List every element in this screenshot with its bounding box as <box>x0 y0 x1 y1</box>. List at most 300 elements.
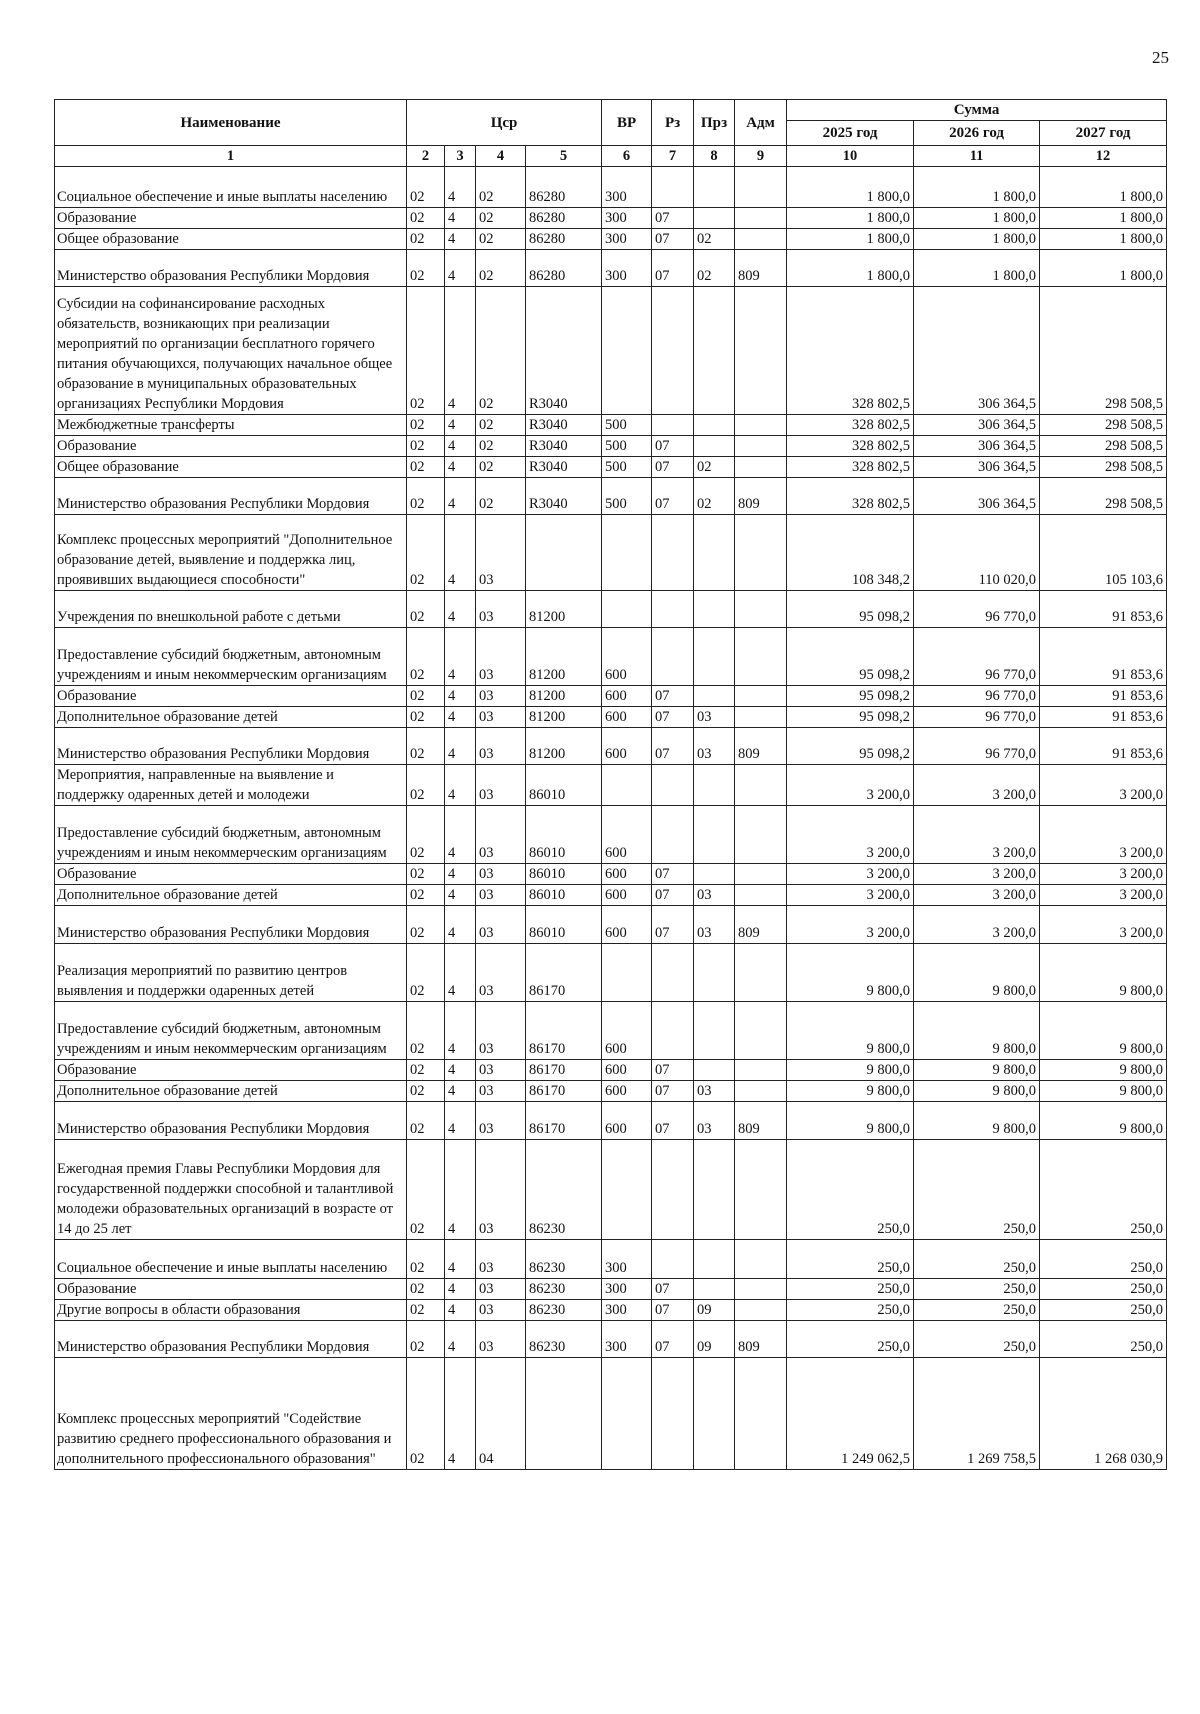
code-om: 02 <box>476 436 526 457</box>
code-om: 03 <box>476 765 526 806</box>
code-dir: 86170 <box>526 944 602 1002</box>
sum-2025: 95 098,2 <box>787 686 914 707</box>
prz-code <box>694 1140 735 1240</box>
prz-code: 03 <box>694 885 735 906</box>
row-name: Реализация мероприятий по развитию центров выявления и поддержки одаренных детей <box>55 944 407 1002</box>
rz-code: 07 <box>652 1321 694 1358</box>
vr-code <box>602 765 652 806</box>
code-pp: 4 <box>445 1002 476 1060</box>
vr-code: 300 <box>602 250 652 287</box>
sum-2027: 298 508,5 <box>1040 415 1167 436</box>
rz-code <box>652 628 694 686</box>
prz-code <box>694 864 735 885</box>
column-index-cell: 3 <box>445 146 476 167</box>
row-name: Дополнительное образование детей <box>55 885 407 906</box>
code-gp: 02 <box>407 436 445 457</box>
adm-code <box>735 229 787 250</box>
code-pp: 4 <box>445 1140 476 1240</box>
sum-2027: 1 800,0 <box>1040 229 1167 250</box>
vr-code: 600 <box>602 628 652 686</box>
column-index-cell: 2 <box>407 146 445 167</box>
vr-code: 600 <box>602 885 652 906</box>
code-dir: 86010 <box>526 864 602 885</box>
code-pp: 4 <box>445 1060 476 1081</box>
code-gp: 02 <box>407 250 445 287</box>
prz-code <box>694 167 735 208</box>
vr-code: 600 <box>602 864 652 885</box>
row-name: Образование <box>55 208 407 229</box>
row-name: Министерство образования Республики Мордовия <box>55 1102 407 1140</box>
code-dir: 86230 <box>526 1300 602 1321</box>
table-row <box>55 628 1167 686</box>
row-name: Образование <box>55 436 407 457</box>
prz-code: 02 <box>694 478 735 515</box>
rz-code <box>652 1358 694 1470</box>
column-index-cell: 7 <box>652 146 694 167</box>
code-om: 03 <box>476 1321 526 1358</box>
adm-code: 809 <box>735 1102 787 1140</box>
row-name: Социальное обеспечение и иные выплаты населению <box>55 1240 407 1279</box>
code-dir <box>526 1358 602 1470</box>
code-om: 03 <box>476 1240 526 1279</box>
code-dir: R3040 <box>526 415 602 436</box>
row-name: Образование <box>55 1060 407 1081</box>
adm-code: 809 <box>735 906 787 944</box>
sum-2026: 1 269 758,5 <box>914 1358 1040 1470</box>
sum-2025: 328 802,5 <box>787 478 914 515</box>
code-pp: 4 <box>445 765 476 806</box>
code-pp: 4 <box>445 229 476 250</box>
table-row <box>55 1358 1167 1470</box>
code-dir: 86230 <box>526 1321 602 1358</box>
table-row <box>55 436 1167 457</box>
code-om: 04 <box>476 1358 526 1470</box>
code-om: 03 <box>476 686 526 707</box>
prz-code <box>694 436 735 457</box>
table-row <box>55 478 1167 515</box>
code-pp: 4 <box>445 436 476 457</box>
code-om: 03 <box>476 944 526 1002</box>
prz-code: 02 <box>694 229 735 250</box>
code-om: 03 <box>476 591 526 628</box>
row-name: Общее образование <box>55 457 407 478</box>
sum-2026: 9 800,0 <box>914 944 1040 1002</box>
sum-2026: 306 364,5 <box>914 478 1040 515</box>
code-gp: 02 <box>407 1002 445 1060</box>
header-adm: Адм <box>735 100 787 146</box>
prz-code <box>694 515 735 591</box>
adm-code <box>735 436 787 457</box>
code-dir: 86010 <box>526 906 602 944</box>
code-gp: 02 <box>407 457 445 478</box>
code-pp: 4 <box>445 686 476 707</box>
sum-2026: 96 770,0 <box>914 628 1040 686</box>
table-row <box>55 250 1167 287</box>
code-dir: R3040 <box>526 436 602 457</box>
code-dir: 86010 <box>526 885 602 906</box>
sum-2027: 250,0 <box>1040 1300 1167 1321</box>
rz-code: 07 <box>652 728 694 765</box>
rz-code: 07 <box>652 864 694 885</box>
sum-2025: 250,0 <box>787 1321 914 1358</box>
table-row <box>55 944 1167 1002</box>
sum-2025: 1 800,0 <box>787 250 914 287</box>
adm-code <box>735 1140 787 1240</box>
prz-code: 09 <box>694 1321 735 1358</box>
code-om: 02 <box>476 415 526 436</box>
header-row-1 <box>55 100 1167 121</box>
code-dir: 86010 <box>526 765 602 806</box>
row-name: Образование <box>55 686 407 707</box>
vr-code: 300 <box>602 167 652 208</box>
sum-2025: 9 800,0 <box>787 1002 914 1060</box>
sum-2027: 250,0 <box>1040 1321 1167 1358</box>
sum-2026: 306 364,5 <box>914 287 1040 415</box>
table-row <box>55 806 1167 864</box>
sum-2026: 306 364,5 <box>914 436 1040 457</box>
prz-code: 03 <box>694 1081 735 1102</box>
code-pp: 4 <box>445 944 476 1002</box>
code-om: 03 <box>476 1300 526 1321</box>
vr-code: 300 <box>602 1321 652 1358</box>
code-gp: 02 <box>407 478 445 515</box>
code-pp: 4 <box>445 1300 476 1321</box>
vr-code: 500 <box>602 436 652 457</box>
sum-2026: 9 800,0 <box>914 1081 1040 1102</box>
row-name: Субсидии на софинансирование расходных обязательств, возникающих при реализации мероприятий по организации бесплатного горячего питания обучающихся, получающих начальное общее образование в муниципальных образовательных организациях Республики Мордовия <box>55 287 407 415</box>
sum-2027: 9 800,0 <box>1040 1081 1167 1102</box>
row-name: Социальное обеспечение и иные выплаты населению <box>55 167 407 208</box>
column-index-cell: 9 <box>735 146 787 167</box>
column-index-cell: 12 <box>1040 146 1167 167</box>
adm-code <box>735 1060 787 1081</box>
code-om: 02 <box>476 250 526 287</box>
sum-2027: 298 508,5 <box>1040 287 1167 415</box>
code-om: 03 <box>476 515 526 591</box>
adm-code <box>735 1358 787 1470</box>
code-pp: 4 <box>445 1279 476 1300</box>
sum-2025: 9 800,0 <box>787 1102 914 1140</box>
prz-code <box>694 1002 735 1060</box>
code-pp: 4 <box>445 287 476 415</box>
code-om: 03 <box>476 1279 526 1300</box>
code-gp: 02 <box>407 765 445 806</box>
sum-2025: 9 800,0 <box>787 1081 914 1102</box>
sum-2027: 3 200,0 <box>1040 864 1167 885</box>
code-om: 03 <box>476 1002 526 1060</box>
code-gp: 02 <box>407 1060 445 1081</box>
prz-code <box>694 1240 735 1279</box>
code-dir: 86010 <box>526 806 602 864</box>
vr-code: 300 <box>602 1240 652 1279</box>
code-gp: 02 <box>407 591 445 628</box>
prz-code: 09 <box>694 1300 735 1321</box>
sum-2026: 1 800,0 <box>914 229 1040 250</box>
row-name: Министерство образования Республики Мордовия <box>55 478 407 515</box>
code-gp: 02 <box>407 806 445 864</box>
table-row <box>55 515 1167 591</box>
adm-code <box>735 208 787 229</box>
code-pp: 4 <box>445 250 476 287</box>
vr-code: 600 <box>602 1002 652 1060</box>
prz-code <box>694 628 735 686</box>
rz-code: 07 <box>652 457 694 478</box>
rz-code <box>652 1002 694 1060</box>
code-gp: 02 <box>407 864 445 885</box>
adm-code <box>735 415 787 436</box>
sum-2026: 1 800,0 <box>914 208 1040 229</box>
column-index-cell: 11 <box>914 146 1040 167</box>
code-gp: 02 <box>407 287 445 415</box>
code-dir: R3040 <box>526 457 602 478</box>
code-om: 03 <box>476 906 526 944</box>
code-om: 03 <box>476 806 526 864</box>
row-name: Министерство образования Республики Мордовия <box>55 906 407 944</box>
vr-code: 300 <box>602 1279 652 1300</box>
code-pp: 4 <box>445 167 476 208</box>
rz-code: 07 <box>652 250 694 287</box>
rz-code <box>652 591 694 628</box>
code-om: 03 <box>476 628 526 686</box>
adm-code <box>735 944 787 1002</box>
table-row <box>55 1081 1167 1102</box>
code-om: 03 <box>476 885 526 906</box>
prz-code <box>694 1279 735 1300</box>
code-dir: 81200 <box>526 686 602 707</box>
code-om: 02 <box>476 287 526 415</box>
adm-code <box>735 287 787 415</box>
sum-2027: 105 103,6 <box>1040 515 1167 591</box>
adm-code: 809 <box>735 1321 787 1358</box>
sum-2027: 1 800,0 <box>1040 250 1167 287</box>
code-dir: 86280 <box>526 250 602 287</box>
code-pp: 4 <box>445 728 476 765</box>
column-index-cell: 1 <box>55 146 407 167</box>
vr-code <box>602 515 652 591</box>
sum-2025: 95 098,2 <box>787 591 914 628</box>
vr-code: 600 <box>602 806 652 864</box>
prz-code: 03 <box>694 1102 735 1140</box>
rz-code <box>652 287 694 415</box>
sum-2026: 250,0 <box>914 1279 1040 1300</box>
vr-code <box>602 287 652 415</box>
prz-code <box>694 1060 735 1081</box>
code-dir: 86170 <box>526 1081 602 1102</box>
rz-code: 07 <box>652 906 694 944</box>
code-om: 02 <box>476 478 526 515</box>
code-dir: 81200 <box>526 628 602 686</box>
sum-2025: 1 800,0 <box>787 167 914 208</box>
header-tsr: Цср <box>407 100 602 146</box>
rz-code: 07 <box>652 885 694 906</box>
adm-code <box>735 765 787 806</box>
sum-2025: 9 800,0 <box>787 1060 914 1081</box>
vr-code <box>602 591 652 628</box>
code-gp: 02 <box>407 208 445 229</box>
rz-code: 07 <box>652 436 694 457</box>
row-name: Комплекс процессных мероприятий "Содействие развитию среднего профессионального образования и дополнительного профессионального образования" <box>55 1358 407 1470</box>
prz-code <box>694 591 735 628</box>
column-index-cell: 6 <box>602 146 652 167</box>
row-name: Предоставление субсидий бюджетным, автономным учреждениям и иным некоммерческим организациям <box>55 1002 407 1060</box>
code-dir: R3040 <box>526 478 602 515</box>
sum-2027: 9 800,0 <box>1040 1002 1167 1060</box>
sum-2027: 1 268 030,9 <box>1040 1358 1167 1470</box>
code-pp: 4 <box>445 885 476 906</box>
sum-2026: 96 770,0 <box>914 707 1040 728</box>
row-name: Общее образование <box>55 229 407 250</box>
code-pp: 4 <box>445 457 476 478</box>
sum-2027: 3 200,0 <box>1040 765 1167 806</box>
prz-code <box>694 806 735 864</box>
code-dir: 81200 <box>526 707 602 728</box>
row-name: Предоставление субсидий бюджетным, автономным учреждениям и иным некоммерческим организациям <box>55 628 407 686</box>
code-gp: 02 <box>407 515 445 591</box>
code-om: 03 <box>476 1060 526 1081</box>
sum-2025: 1 249 062,5 <box>787 1358 914 1470</box>
row-name: Министерство образования Республики Мордовия <box>55 728 407 765</box>
page-number: 25 <box>1152 48 1169 67</box>
adm-code <box>735 167 787 208</box>
sum-2026: 250,0 <box>914 1140 1040 1240</box>
vr-code: 600 <box>602 728 652 765</box>
code-pp: 4 <box>445 906 476 944</box>
code-pp: 4 <box>445 1240 476 1279</box>
row-name: Образование <box>55 864 407 885</box>
sum-2026: 96 770,0 <box>914 728 1040 765</box>
row-name: Учреждения по внешкольной работе с детьми <box>55 591 407 628</box>
sum-2027: 91 853,6 <box>1040 686 1167 707</box>
sum-2027: 91 853,6 <box>1040 707 1167 728</box>
code-gp: 02 <box>407 1321 445 1358</box>
vr-code: 600 <box>602 1102 652 1140</box>
table-row <box>55 1279 1167 1300</box>
rz-code: 07 <box>652 1081 694 1102</box>
code-gp: 02 <box>407 686 445 707</box>
sum-2026: 1 800,0 <box>914 250 1040 287</box>
sum-2025: 328 802,5 <box>787 457 914 478</box>
code-om: 02 <box>476 457 526 478</box>
sum-2025: 1 800,0 <box>787 229 914 250</box>
table-row <box>55 1321 1167 1358</box>
header-year-2025: 2025 год <box>787 121 914 146</box>
code-gp: 02 <box>407 1279 445 1300</box>
adm-code <box>735 515 787 591</box>
code-gp: 02 <box>407 628 445 686</box>
sum-2026: 3 200,0 <box>914 864 1040 885</box>
rz-code: 07 <box>652 1102 694 1140</box>
vr-code: 600 <box>602 1060 652 1081</box>
vr-code: 600 <box>602 707 652 728</box>
rz-code <box>652 515 694 591</box>
sum-2026: 3 200,0 <box>914 885 1040 906</box>
prz-code <box>694 415 735 436</box>
prz-code <box>694 944 735 1002</box>
adm-code <box>735 1279 787 1300</box>
code-dir: 86280 <box>526 167 602 208</box>
code-gp: 02 <box>407 1300 445 1321</box>
adm-code <box>735 686 787 707</box>
rz-code <box>652 1240 694 1279</box>
rz-code: 07 <box>652 1279 694 1300</box>
adm-code <box>735 806 787 864</box>
code-om: 02 <box>476 167 526 208</box>
sum-2027: 298 508,5 <box>1040 436 1167 457</box>
table-row <box>55 686 1167 707</box>
row-name: Образование <box>55 1279 407 1300</box>
adm-code <box>735 707 787 728</box>
adm-code <box>735 1081 787 1102</box>
vr-code: 500 <box>602 415 652 436</box>
sum-2026: 250,0 <box>914 1321 1040 1358</box>
adm-code: 809 <box>735 728 787 765</box>
prz-code: 03 <box>694 906 735 944</box>
header-rz: Рз <box>652 100 694 146</box>
code-gp: 02 <box>407 1358 445 1470</box>
code-om: 03 <box>476 1081 526 1102</box>
code-pp: 4 <box>445 864 476 885</box>
budget-table <box>54 99 1167 1470</box>
sum-2027: 9 800,0 <box>1040 1060 1167 1081</box>
vr-code: 600 <box>602 1081 652 1102</box>
adm-code <box>735 864 787 885</box>
sum-2027: 250,0 <box>1040 1240 1167 1279</box>
sum-2025: 3 200,0 <box>787 864 914 885</box>
table-row <box>55 287 1167 415</box>
sum-2025: 9 800,0 <box>787 944 914 1002</box>
rz-code <box>652 415 694 436</box>
prz-code <box>694 1358 735 1470</box>
sum-2027: 3 200,0 <box>1040 806 1167 864</box>
sum-2027: 91 853,6 <box>1040 728 1167 765</box>
row-name: Ежегодная премия Главы Республики Мордовия для государственной поддержки способной и талантливой молодежи образовательных организаций в возрасте от 14 до 25 лет <box>55 1140 407 1240</box>
sum-2026: 250,0 <box>914 1240 1040 1279</box>
code-gp: 02 <box>407 906 445 944</box>
code-om: 03 <box>476 707 526 728</box>
code-pp: 4 <box>445 806 476 864</box>
prz-code <box>694 686 735 707</box>
column-index-row <box>55 146 1167 167</box>
code-pp: 4 <box>445 515 476 591</box>
code-gp: 02 <box>407 728 445 765</box>
sum-2026: 3 200,0 <box>914 765 1040 806</box>
sum-2025: 95 098,2 <box>787 707 914 728</box>
code-gp: 02 <box>407 415 445 436</box>
code-dir: 81200 <box>526 591 602 628</box>
sum-2025: 3 200,0 <box>787 885 914 906</box>
rz-code: 07 <box>652 686 694 707</box>
adm-code: 809 <box>735 478 787 515</box>
sum-2026: 306 364,5 <box>914 415 1040 436</box>
sum-2025: 108 348,2 <box>787 515 914 591</box>
column-index-cell: 4 <box>476 146 526 167</box>
prz-code: 03 <box>694 728 735 765</box>
adm-code: 809 <box>735 250 787 287</box>
row-name: Дополнительное образование детей <box>55 1081 407 1102</box>
sum-2026: 250,0 <box>914 1300 1040 1321</box>
table-row <box>55 1300 1167 1321</box>
rz-code <box>652 1140 694 1240</box>
rz-code: 07 <box>652 1060 694 1081</box>
table-row <box>55 1060 1167 1081</box>
sum-2027: 1 800,0 <box>1040 208 1167 229</box>
row-name: Министерство образования Республики Мордовия <box>55 1321 407 1358</box>
rz-code <box>652 806 694 864</box>
prz-code <box>694 208 735 229</box>
code-gp: 02 <box>407 944 445 1002</box>
sum-2026: 1 800,0 <box>914 167 1040 208</box>
code-gp: 02 <box>407 1081 445 1102</box>
